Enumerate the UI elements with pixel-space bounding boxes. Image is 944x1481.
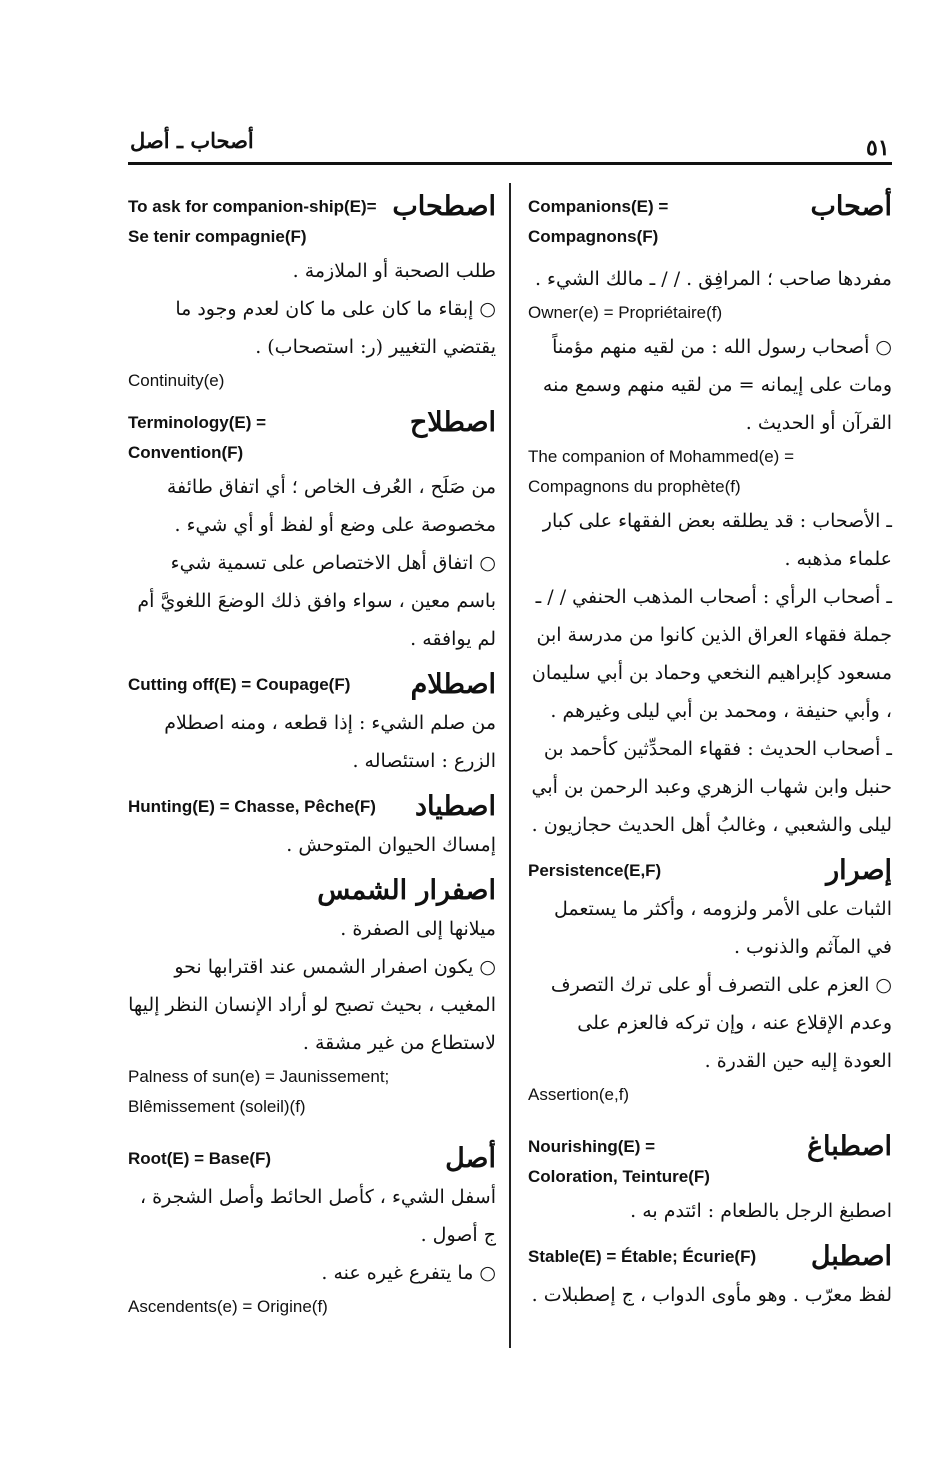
definition: أسفل الشيء ، كأصل الحائط وأصل الشجرة ، ج أصول .: [139, 1186, 496, 1246]
translation: Cutting off(E) = Coupage(F): [128, 675, 351, 694]
translation: The companion of Mohammed(e) = Compagnons du prophète(f): [528, 447, 794, 496]
right-column: [528, 188, 892, 1314]
definition: ○ إبقاء ما كان على ما كان لعدم وجود ما يقتضي التغيير (ر: استصحاب) .: [128, 290, 496, 366]
entry-ashab: [528, 188, 892, 844]
headword: اصطياد: [415, 791, 496, 822]
column-divider: [509, 183, 511, 1348]
definition: ○ أصحاب رسول الله : من لقيه منهم مؤمناً ومات على إيمانه = من لقيه منهم وسمع منه القرآن أو الحديث .: [528, 328, 892, 442]
translation: Hunting(E) = Chasse, Pêche(F): [128, 797, 376, 816]
definition: ـ الأصحاب : قد يطلقه بعض الفقهاء على كبار علماء مذهبه .: [542, 510, 892, 570]
entry-istibagh: [528, 1128, 892, 1230]
entry-istihab: [128, 188, 496, 396]
definition: من صلم الشيء : إذا قطعه ، ومنه اصطلام الزرع : استئصاله .: [164, 712, 496, 772]
headword: إصرار: [826, 855, 892, 886]
translation: Nourishing(E) = Coloration, Teinture(F): [528, 1137, 710, 1186]
definition: ـ أصحاب الحديث : فقهاء المحدِّثين كأحمد بن حنبل وابن شهاب الزهري وعبد الرحمن بن أبي ليلى والشعبي ، وغالبُ أهل الحديث حجازيون .: [531, 738, 892, 836]
definition: ○ اتفاق أهل الاختصاص على تسمية شيء باسم معين ، سواء وافق ذلك الوضعَ اللغويَّ أم لم يوافقه .: [128, 544, 496, 658]
translation: Root(E) = Base(F): [128, 1149, 272, 1168]
translation: To ask for companion-ship(E)= Se tenir compagnie(F): [128, 197, 377, 246]
header-rule: [128, 162, 892, 165]
entry-israr: [528, 852, 892, 1110]
headword: أصل: [445, 1143, 496, 1174]
definition: ○ العزم على التصرف أو على ترك التصرف وعدم الإقلاع عنه ، وإن تركه فالعزم على العودة إليه حين القدرة .: [528, 966, 892, 1080]
definition: ○ يكون اصفرار الشمس عند اقترابها نحو المغيب ، بحيث تصبح لو أراد الإنسان النظر إليها لاستطاع من غير مشقة .: [128, 948, 496, 1062]
definition: طلب الصحبة أو الملازمة .: [292, 260, 496, 282]
headword: اصطلاح: [409, 407, 496, 438]
entry-asl: [128, 1140, 496, 1322]
entry-istilam: [128, 666, 496, 780]
headword: اصفرار الشمس: [317, 875, 496, 906]
definition: لفظ معرّب . وهو مأوى الدواب ، ج إصطبلات .: [531, 1284, 892, 1306]
translation: Owner(e) = Propriétaire(f): [528, 303, 723, 322]
translation: Ascendents(e) = Origine(f): [128, 1297, 328, 1316]
page-number: ٥١: [866, 135, 890, 161]
definition: إمساك الحيوان المتوحش .: [286, 834, 496, 856]
definition: ○ ما يتفرع غيره عنه .: [128, 1254, 496, 1292]
translation: Palness of sun(e) = Jaunissement; Blêmissement (soleil)(f): [128, 1067, 390, 1116]
translation: Assertion(e,f): [528, 1085, 630, 1104]
entry-istabl: [528, 1238, 892, 1314]
definition: اصطبغ الرجل بالطعام : ائتدم به .: [630, 1200, 892, 1222]
headword: اصطحاب: [392, 191, 496, 222]
entry-istiyad: [128, 788, 496, 864]
translation: Continuity(e): [128, 371, 225, 390]
headword: أصحاب: [810, 191, 892, 222]
headword: اصطباغ: [806, 1131, 892, 1162]
translation: Persistence(E,F): [528, 861, 662, 880]
left-column: [128, 188, 496, 1322]
translation: Companions(E) = Compagnons(F): [528, 197, 669, 246]
definition: مفردها صاحب ؛ المرافِق . / / ـ مالك الشيء .: [534, 268, 892, 290]
headword: اصطلام: [410, 669, 496, 700]
running-header-title: أصحاب ـ أصل: [130, 128, 254, 153]
definition: الثبات على الأمر ولزومه ، وأكثر ما يستعمل في المآثم والذنوب .: [553, 898, 892, 958]
translation: Terminology(E) = Convention(F): [128, 413, 267, 462]
entry-isfirar: [128, 872, 496, 1122]
definition: من صَلَح ، العُرف الخاص ؛ أي اتفاق طائفة مخصوصة على وضع أو لفظ أو أي شيء .: [166, 476, 496, 536]
headword: اصطبل: [810, 1241, 892, 1272]
translation: Stable(E) = Étable; Écurie(F): [528, 1247, 757, 1266]
definition: ميلانها إلى الصفرة .: [340, 918, 496, 940]
definition: ـ أصحاب الرأي : أصحاب المذهب الحنفي / / ـ جملة فقهاء العراق الذين كانوا من مدرسة ابن مسعود كإبراهيم النخعي وحماد بن أبي سليمان ، وأبي حنيفة ، ومحمد بن أبي ليلى وغيرهم .: [531, 586, 892, 722]
entry-istilah: [128, 404, 496, 658]
